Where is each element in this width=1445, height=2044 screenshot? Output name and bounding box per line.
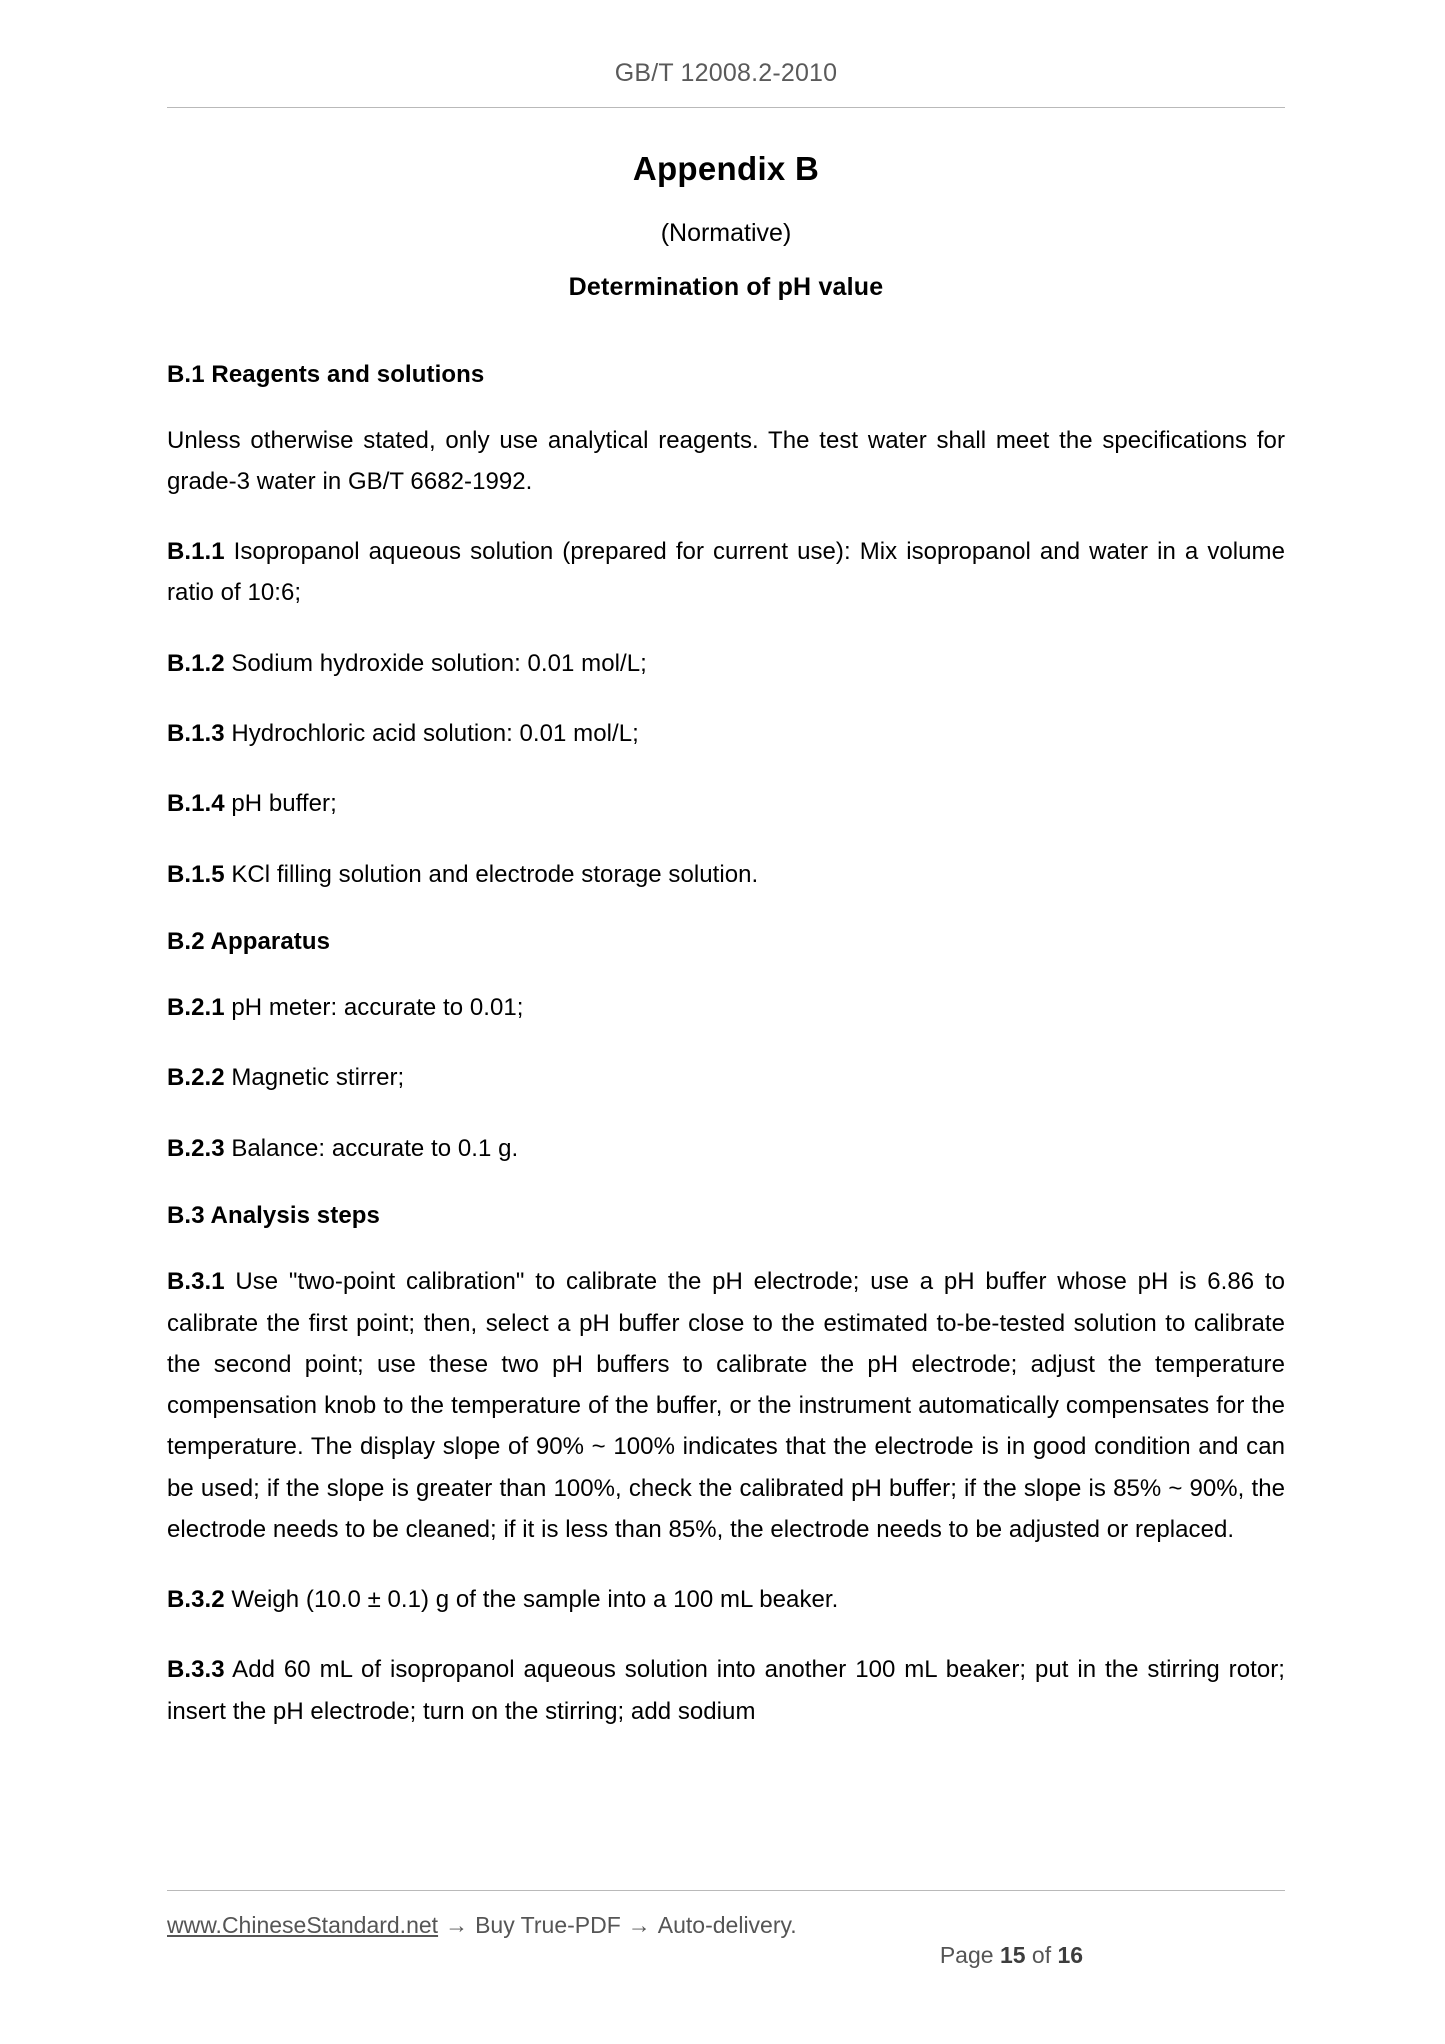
item-b14-text: pH buffer; xyxy=(224,790,337,818)
item-b11-text: Isopropanol aqueous solution (prepared for current use): Mix isopropanol and water in a volume ratio of 10:6; xyxy=(167,538,1285,607)
item-b33-number: B.3.3 xyxy=(167,1656,225,1684)
page-header xyxy=(167,58,1285,108)
item-b32-number: B.3.2 xyxy=(167,1586,225,1614)
item-b11 xyxy=(167,531,1285,614)
standard-code: GB/T 12008.2-2010 xyxy=(614,59,838,87)
arrow-right-icon-2: → xyxy=(627,1912,651,1938)
item-b12 xyxy=(167,643,1285,684)
chinese-standard-link[interactable]: www.ChineseStandard.net xyxy=(167,1912,439,1938)
section-heading-b1: B.1 Reagents and solutions xyxy=(167,361,485,389)
item-b13 xyxy=(167,713,1285,754)
appendix-subject-title: Determination of pH value xyxy=(568,272,884,301)
item-b14-number: B.1.4 xyxy=(167,790,225,818)
item-b23 xyxy=(167,1128,1285,1169)
header-divider xyxy=(167,107,1285,108)
item-b21-number: B.2.1 xyxy=(167,994,225,1022)
item-b23-text: Balance: accurate to 0.1 g. xyxy=(224,1134,519,1162)
footer-content xyxy=(167,1911,1285,2001)
item-b12-number: B.1.2 xyxy=(167,649,225,677)
item-b14 xyxy=(167,783,1285,824)
item-b22-text: Magnetic stirrer; xyxy=(224,1064,405,1092)
appendix-normative-label: (Normative) xyxy=(660,219,792,248)
footer-divider xyxy=(167,1890,1285,1891)
item-b11-number: B.1.1 xyxy=(167,538,225,566)
arrow-right-icon: → xyxy=(445,1912,469,1938)
item-b15-number: B.1.5 xyxy=(167,860,225,888)
item-b21-text: pH meter: accurate to 0.01; xyxy=(224,994,524,1022)
item-b15 xyxy=(167,854,1285,895)
item-b33 xyxy=(167,1649,1285,1732)
item-b21 xyxy=(167,987,1285,1028)
page-number-current: 15 xyxy=(999,1941,1026,1968)
page-footer xyxy=(167,1890,1285,2001)
document-body xyxy=(167,128,1285,1732)
page-indicator xyxy=(889,1911,1083,2001)
item-b22 xyxy=(167,1057,1285,1098)
item-b32 xyxy=(167,1579,1285,1620)
item-b23-number: B.2.3 xyxy=(167,1134,225,1162)
page-label: Page xyxy=(939,1941,994,1968)
page-number-total: 16 xyxy=(1057,1941,1084,1968)
item-b12-text: Sodium hydroxide solution: 0.01 mol/L; xyxy=(224,649,647,677)
item-b31-number: B.3.1 xyxy=(167,1268,225,1296)
item-b15-text: KCl filling solution and electrode storage solution. xyxy=(224,860,759,888)
section-heading-b3: B.3 Analysis steps xyxy=(167,1201,381,1229)
item-b32-text: Weigh (10.0 ± 0.1) g of the sample into a 100 mL beaker. xyxy=(224,1586,839,1614)
appendix-title: Appendix B xyxy=(632,150,820,187)
page-of-label: of xyxy=(1031,1941,1052,1968)
section-heading-b2: B.2 Apparatus xyxy=(167,927,331,955)
item-b33-text: Add 60 mL of isopropanol aqueous solution into another 100 mL beaker; put in the stirring rotor; insert the pH electrode; turn on the stirring; add sodium xyxy=(167,1656,1285,1725)
item-b31-text: Use "two-point calibration" to calibrate the pH electrode; use a pH buffer whose pH is 6.86 to calibrate the first point; then, select a pH buffer close to the estimated to-be-tested solution to calibrate the second point; use these two pH buffers to calibrate the pH electrode; adjust the temperature compensation knob to the temperature of the buffer, or the instrument automatically compensates for the temperature. The display slope of 90% ~ 100% indicates that the electrode is in good condition and can be used; if the slope is greater than 100%, check the calibrated pH buffer; if the slope is 85% ~ 90%, the electrode needs to be cleaned; if it is less than 85%, the electrode needs to be adjusted or replaced. xyxy=(167,1268,1285,1543)
section-b1-intro: Unless otherwise stated, only use analytical reagents. The test water shall meet the specifications for grade-3 water in GB/T 6682-1992. xyxy=(167,426,1285,495)
item-b13-number: B.1.3 xyxy=(167,719,225,747)
footer-promo-delivery: Auto-delivery. xyxy=(657,1912,797,1938)
item-b13-text: Hydrochloric acid solution: 0.01 mol/L; xyxy=(224,719,639,747)
footer-promo-buy: Buy True-PDF xyxy=(475,1912,621,1938)
footer-promo xyxy=(167,1911,797,1941)
item-b31 xyxy=(167,1261,1285,1550)
item-b22-number: B.2.2 xyxy=(167,1064,225,1092)
